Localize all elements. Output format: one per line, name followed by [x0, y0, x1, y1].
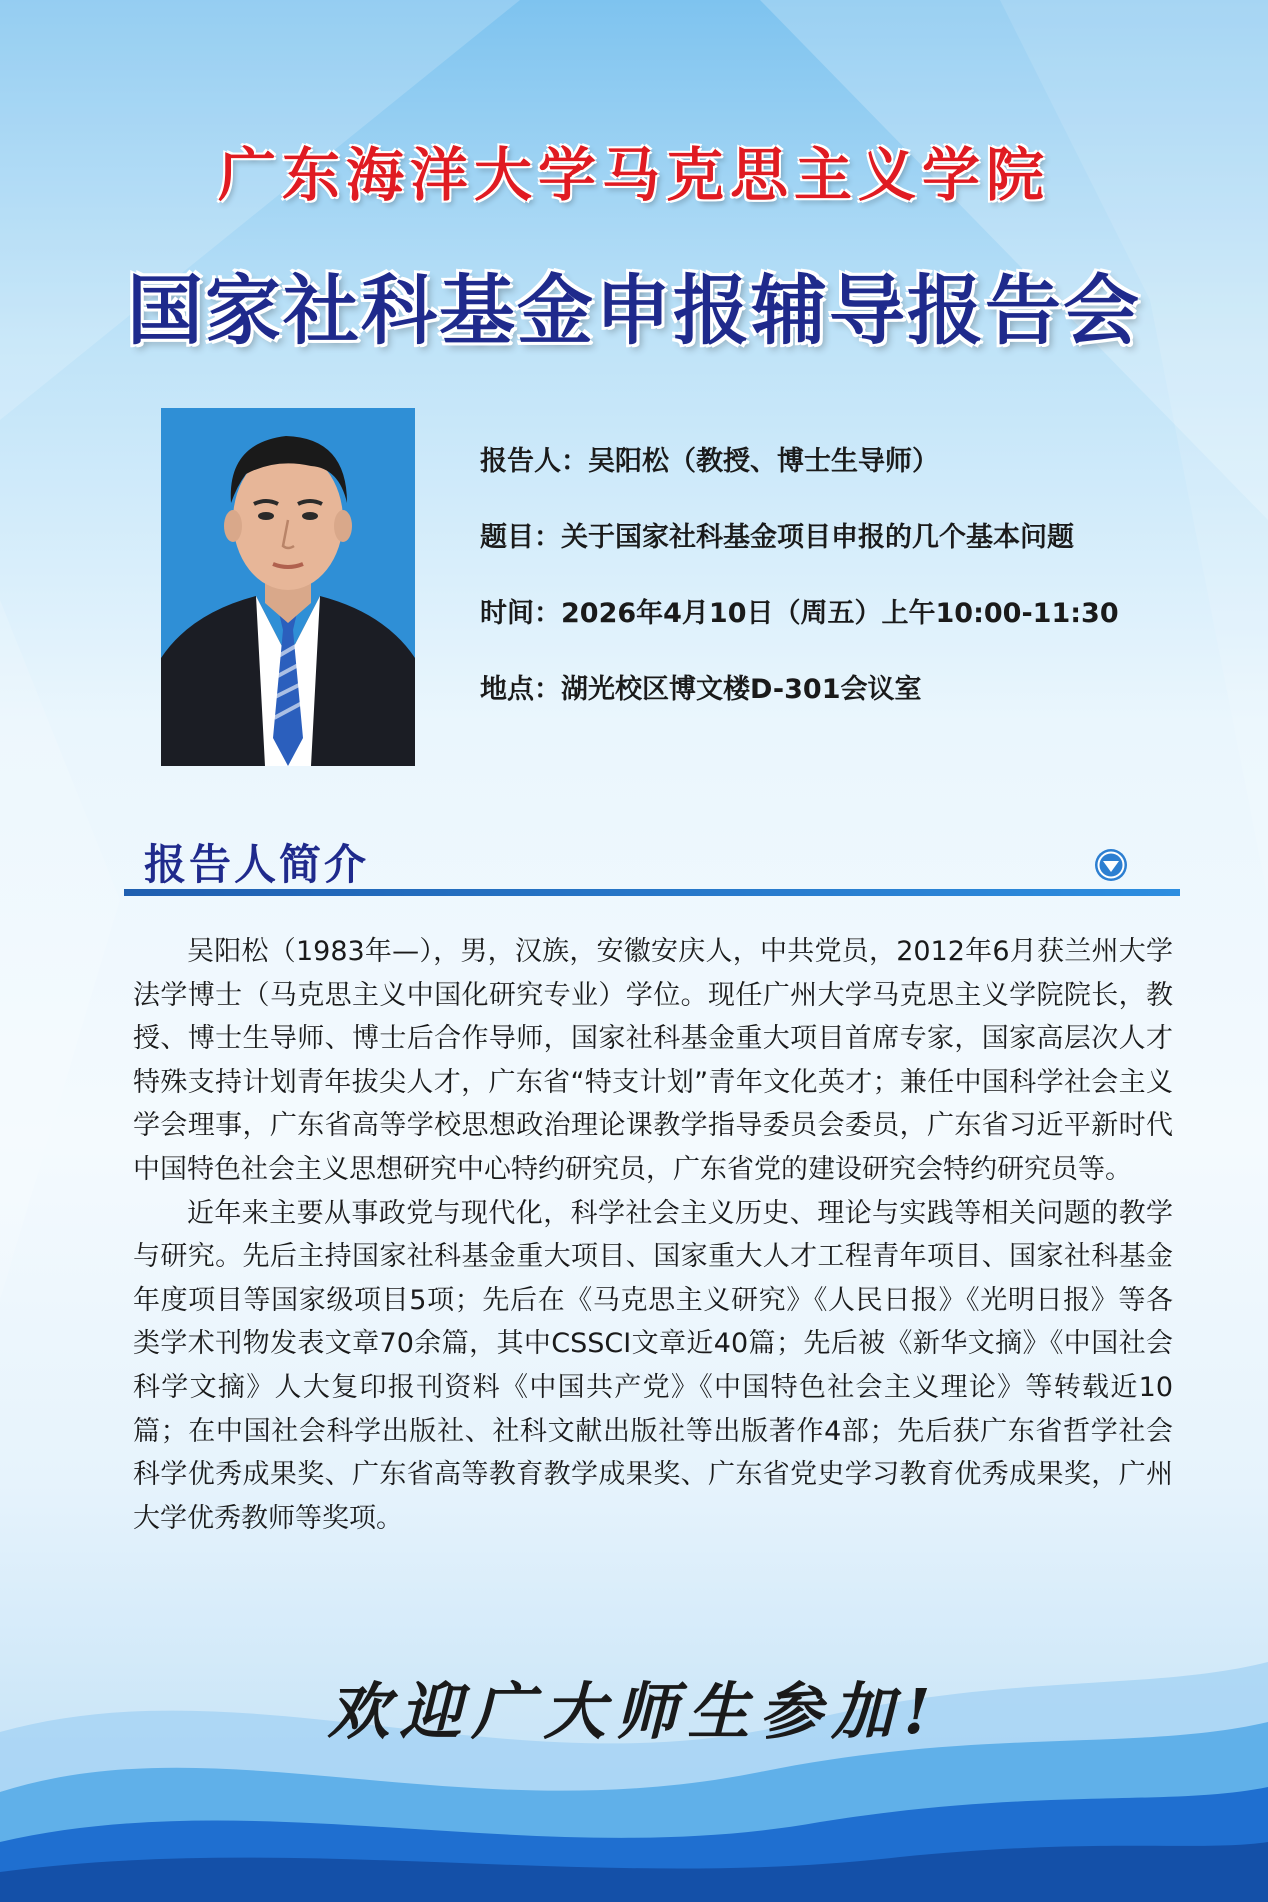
time-row — [480, 592, 1240, 668]
organization-title: 广东海洋大学马克思主义学院 — [217, 141, 1050, 209]
welcome-message: 欢迎广大师生参加! — [327, 1675, 941, 1748]
topic-row — [480, 516, 1240, 592]
bio-section-title: 报告人简介 — [144, 840, 370, 889]
bio-section-header — [124, 826, 1180, 896]
event-info — [480, 440, 1240, 744]
time-value: 2026年4月10日（周五）上午10:00-11:30 — [561, 598, 1119, 629]
bio-paragraph-1: 吴阳松（1983年—），男，汉族，安徽安庆人，中共党员，2012年6月获兰州大学法学博士（马克思主义中国化研究专业）学位。现任广州大学马克思主义学院院长，教授、博士生导师、博士后合作导师，国家社科基金重大项目首席专家，国家高层次人才特殊支持计划青年拔尖人才，广东省“特支计划”青年文化英才；兼任中国科学社会主义学会理事，广东省高等学校思想政治理论课教学指导委员会委员，广东省习近平新时代中国特色社会主义思想研究中心特约研究员，广东省党的建设研究会特约研究员等。 — [133, 936, 1173, 1185]
place-label: 地点： — [480, 674, 561, 705]
speaker-portrait-illustration — [161, 408, 415, 766]
bio-paragraph-2: 近年来主要从事政党与现代化，科学社会主义历史、理论与实践等相关问题的教学与研究。先后主持国家社科基金重大项目、国家重大人才工程青年项目、国家社科基金年度项目等国家级项目5项；先后在《马克思主义研究》《人民日报》《光明日报》等各类学术刊物发表文章70余篇，其中CSSCI文章近40篇；先后被《新华文摘》《中国社会科学文摘》人大复印报刊资料《中国共产党》《中国特色社会主义理论》等转载近10篇；在中国社会科学出版社、社科文献出版社等出版著作4部；先后获广东省哲学社会科学优秀成果奖、广东省高等教育教学成果奖、广东省党史学习教育优秀成果奖，广州大学优秀教师等奖项。 — [133, 1197, 1173, 1534]
speaker-value: 吴阳松（教授、博士生导师） — [588, 446, 939, 477]
speaker-photo — [161, 408, 415, 766]
section-divider — [124, 889, 1180, 896]
time-label: 时间： — [480, 598, 561, 629]
event-title: 国家社科基金申报辅导报告会 — [127, 266, 1141, 355]
place-value: 湖光校区博文楼D-301会议室 — [561, 674, 922, 705]
speaker-bio — [133, 930, 1173, 1540]
chevron-down-circle-icon — [1094, 848, 1128, 882]
topic-value: 关于国家社科基金项目申报的几个基本问题 — [561, 522, 1074, 553]
bottom-wave-decoration — [0, 1602, 1268, 1902]
speaker-row — [480, 440, 1240, 516]
topic-label: 题目： — [480, 522, 561, 553]
speaker-label: 报告人： — [480, 446, 588, 477]
place-row — [480, 668, 1240, 744]
